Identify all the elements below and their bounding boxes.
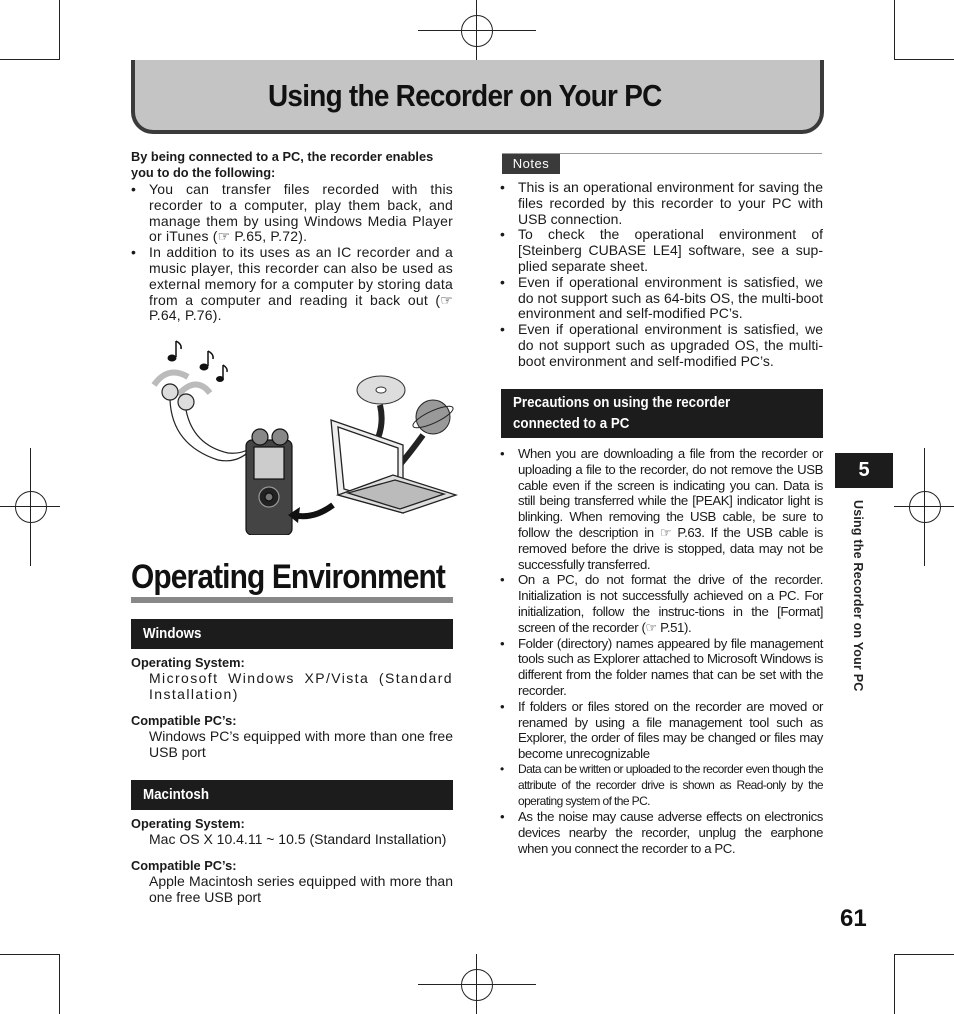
precautions-label-line2: connected to a PC	[513, 416, 630, 432]
os-label: Operating System:	[131, 655, 245, 670]
recorder-icon	[246, 429, 292, 535]
os-value: Microsoft Windows XP/Vista (Standard Installation)	[149, 670, 453, 702]
page-title: Using the Recorder on Your PC	[268, 78, 662, 113]
crop-mark	[894, 59, 954, 60]
precautions-label-line1: Precautions on using the recorder	[513, 395, 731, 411]
os-value: Mac OS X 10.4.11 ~ 10.5 (Standard Installation)	[149, 831, 447, 847]
windows-label: Windows	[143, 626, 202, 642]
section-heading: Operating Environment	[131, 558, 446, 596]
list-item: • As the noise may cause adverse effects on electronics devices nearby the recorder, unplug the earphone when you connect the recorder to a PC.	[500, 809, 823, 856]
pc-connection-illustration	[148, 335, 458, 535]
list-item: • Even if operational environment is satisfied, we do not support such as upgraded OS, the multi-boot environment and self-modified PC’s.	[500, 322, 823, 369]
crop-mark	[894, 0, 895, 60]
page-number: 61	[840, 905, 867, 932]
crop-mark	[0, 954, 60, 955]
list-item: • When you are downloading a file from the recorder or uploading a file to the recorder, do not remove the USB cable even if the screen is indicating you can. Data is still being transferred while the [PEAK] indicator light is blinking. When removing the USB cable, be sure to follow the description in ☞ P.63. If the USB cable is removed before the drive is stopped, data may not be successfully transferred.	[500, 446, 823, 572]
windows-specs	[131, 655, 453, 760]
macintosh-label: Macintosh	[143, 787, 209, 803]
list-item: • This is an operational environment for saving the files recorded by this recorder to your PC with USB connection.	[500, 180, 823, 227]
intro-list	[131, 182, 453, 324]
precautions-header	[501, 389, 823, 438]
globe-icon	[398, 400, 455, 467]
mac-specs	[131, 816, 453, 905]
pc-label: Compatible PC’s:	[131, 713, 237, 728]
list-item: • To check the operational environment of [Steinberg CUBASE LE4] software, see a sup-plied separate sheet.	[500, 227, 823, 274]
windows-header	[131, 619, 453, 649]
list-item: • In addition to its uses as an IC recorder and a music player, this recorder can also be used as external memory for a computer by storing data from a computer and reading it back out (☞ P.64, P.76).	[131, 245, 453, 324]
os-label: Operating System:	[131, 816, 245, 831]
crop-mark	[59, 0, 60, 60]
notes-label: Notes	[502, 154, 560, 174]
crop-mark	[59, 954, 60, 1014]
list-item: • You can transfer files recorded with this recorder to a computer, play them back, and manage them by using Windows Media Player or iTunes (☞ P.65, P.72).	[131, 182, 453, 245]
pc-value: Apple Macintosh series equipped with more than one free USB port	[149, 873, 453, 905]
intro-lead: By being connected to a PC, the recorder enables you to do the following:	[131, 149, 434, 180]
crop-mark	[894, 954, 895, 1014]
list-item: • On a PC, do not format the drive of the recorder. Initialization is not successfully achieved on a PC. For initialization, follow the instruc-tions in the [Format] screen of the recorder (☞ P.51).	[500, 572, 823, 635]
list-item: • Folder (directory) names appeared by file management tools such as Explorer attached to Microsoft Windows is different from the folder names that can be set with the recorder.	[500, 636, 823, 699]
registration-circle	[909, 491, 941, 523]
precautions-section	[500, 446, 823, 857]
pc-value: Windows PC’s equipped with more than one free USB port	[149, 728, 453, 760]
earphones-icon	[154, 373, 258, 461]
registration-circle	[461, 15, 493, 47]
crop-mark	[0, 59, 60, 60]
list-item: • If folders or files stored on the recorder are moved or renamed by using a file management tool such as Explorer, the order of files may be changed or files may become unrecognizable	[500, 699, 823, 762]
macintosh-header	[131, 780, 453, 810]
chapter-side-label: Using the Recorder on Your PC	[851, 500, 865, 692]
intro-section	[131, 149, 453, 324]
registration-circle	[461, 969, 493, 1001]
chapter-tab: 5	[835, 453, 893, 488]
crop-mark	[894, 954, 954, 955]
pc-label: Compatible PC’s:	[131, 858, 237, 873]
notes-list	[500, 180, 823, 370]
notes-section	[500, 180, 823, 370]
precautions-list	[500, 446, 823, 857]
heading-rule	[131, 597, 453, 603]
list-item: • Data can be written or uploaded to the recorder even though the attribute of the recorder drive is shown as Read-only by the operating system of the PC.	[500, 762, 823, 809]
list-item: • Even if operational environment is satisfied, we do not support such as 64-bits OS, the multi-boot environment and self-modified PC’s.	[500, 275, 823, 322]
registration-circle	[15, 491, 47, 523]
